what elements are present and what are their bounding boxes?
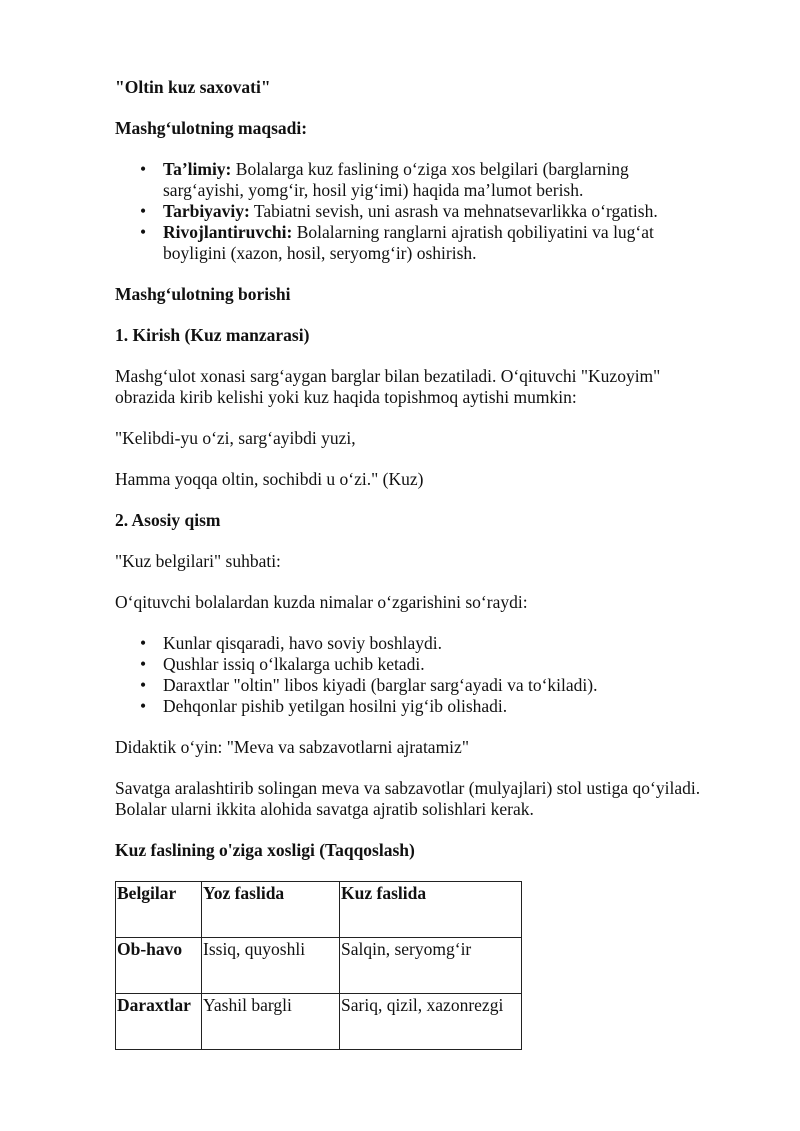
bullet-icon: • [140, 159, 147, 179]
table-header-row [116, 882, 522, 938]
question-text: O‘qituvchi bolalardan kuzda nimalar o‘zgarishini so‘raydi: [115, 592, 528, 612]
table-cell: Issiq, quyoshli [202, 938, 340, 994]
table-cell: Yashil bargli [202, 994, 340, 1050]
riddle-line-1: "Kelibdi-yu o‘zi, sarg‘ayibdi yuzi, [115, 428, 356, 448]
comparison-heading: Kuz faslining o'ziga xosligi (Taqqoslash) [115, 840, 415, 860]
bullet-icon: • [140, 696, 147, 716]
table-header-cell: Yoz faslida [202, 882, 340, 938]
list-item-text: Dehqonlar pishib yetilgan hosilni yig‘ib olishadi. [163, 696, 508, 716]
game-title: Didaktik o‘yin: "Meva va sabzavotlarni ajratamiz" [115, 737, 469, 757]
bullet-icon: • [140, 633, 147, 653]
list-item [140, 654, 710, 675]
table-row [116, 994, 522, 1050]
conversation-title: "Kuz belgilari" suhbati: [115, 551, 281, 571]
list-item-text: Daraxtlar "oltin" libos kiyadi (barglar sarg‘ayadi va to‘kiladi). [163, 675, 598, 695]
list-item [140, 201, 710, 222]
goal-text: Bolalarga kuz faslining o‘ziga xos belgilari (barglarning sarg‘ayishi, yomg‘ir, hosil yig‘imi) haqida ma’lumot berish. [163, 159, 629, 200]
main-heading: 2. Asosiy qism [115, 510, 221, 530]
bullet-icon: • [140, 675, 147, 695]
list-item [140, 159, 710, 201]
bullet-icon: • [140, 222, 147, 242]
document-title: "Oltin kuz saxovati" [115, 77, 271, 97]
table-header-cell: Kuz faslida [340, 882, 522, 938]
table-cell: Salqin, seryomg‘ir [340, 938, 522, 994]
list-item [140, 633, 710, 654]
goals-list [115, 159, 710, 264]
progress-heading: Mashg‘ulotning borishi [115, 284, 291, 304]
goal-label: Rivojlantiruvchi: [163, 222, 293, 242]
goal-label: Ta’limiy: [163, 159, 232, 179]
intro-heading: 1. Kirish (Kuz manzarasi) [115, 325, 310, 345]
signs-list [115, 633, 710, 717]
list-item [140, 675, 710, 696]
goal-text: Bolalarning ranglarni ajratish qobiliyatini va lug‘at boyligini (xazon, hosil, seryomg‘ir) oshirish. [163, 222, 654, 263]
list-item-text: Kunlar qisqaradi, havo soviy boshlaydi. [163, 633, 442, 653]
goal-label: Tarbiyaviy: [163, 201, 250, 221]
comparison-table [115, 881, 522, 1050]
table-row-label: Daraxtlar [116, 994, 202, 1050]
goal-text: Tabiatni sevish, uni asrash va mehnatsevarlikka o‘rgatish. [249, 201, 658, 221]
list-item [140, 696, 710, 717]
goals-heading: Mashg‘ulotning maqsadi: [115, 118, 308, 138]
table-header-cell: Belgilar [116, 882, 202, 938]
intro-paragraph: Mashg‘ulot xonasi sarg‘aygan barglar bilan bezatiladi. O‘qituvchi "Kuzoyim" obrazida kirib kelishi yoki kuz haqida topishmoq aytishi mumkin: [115, 366, 661, 407]
bullet-icon: • [140, 201, 147, 221]
bullet-icon: • [140, 654, 147, 674]
table-cell: Sariq, qizil, xazonrezgi [340, 994, 522, 1050]
list-item-text: Qushlar issiq o‘lkalarga uchib ketadi. [163, 654, 425, 674]
table-row-label: Ob-havo [116, 938, 202, 994]
list-item [140, 222, 710, 264]
riddle-line-2: Hamma yoqqa oltin, sochibdi u o‘zi." (Kuz) [115, 469, 424, 489]
game-text: Savatga aralashtirib solingan meva va sabzavotlar (mulyajlari) stol ustiga qo‘yiladi. Bolalar ularni ikkita alohida savatga ajratib solishlari kerak. [115, 778, 701, 819]
table-row [116, 938, 522, 994]
